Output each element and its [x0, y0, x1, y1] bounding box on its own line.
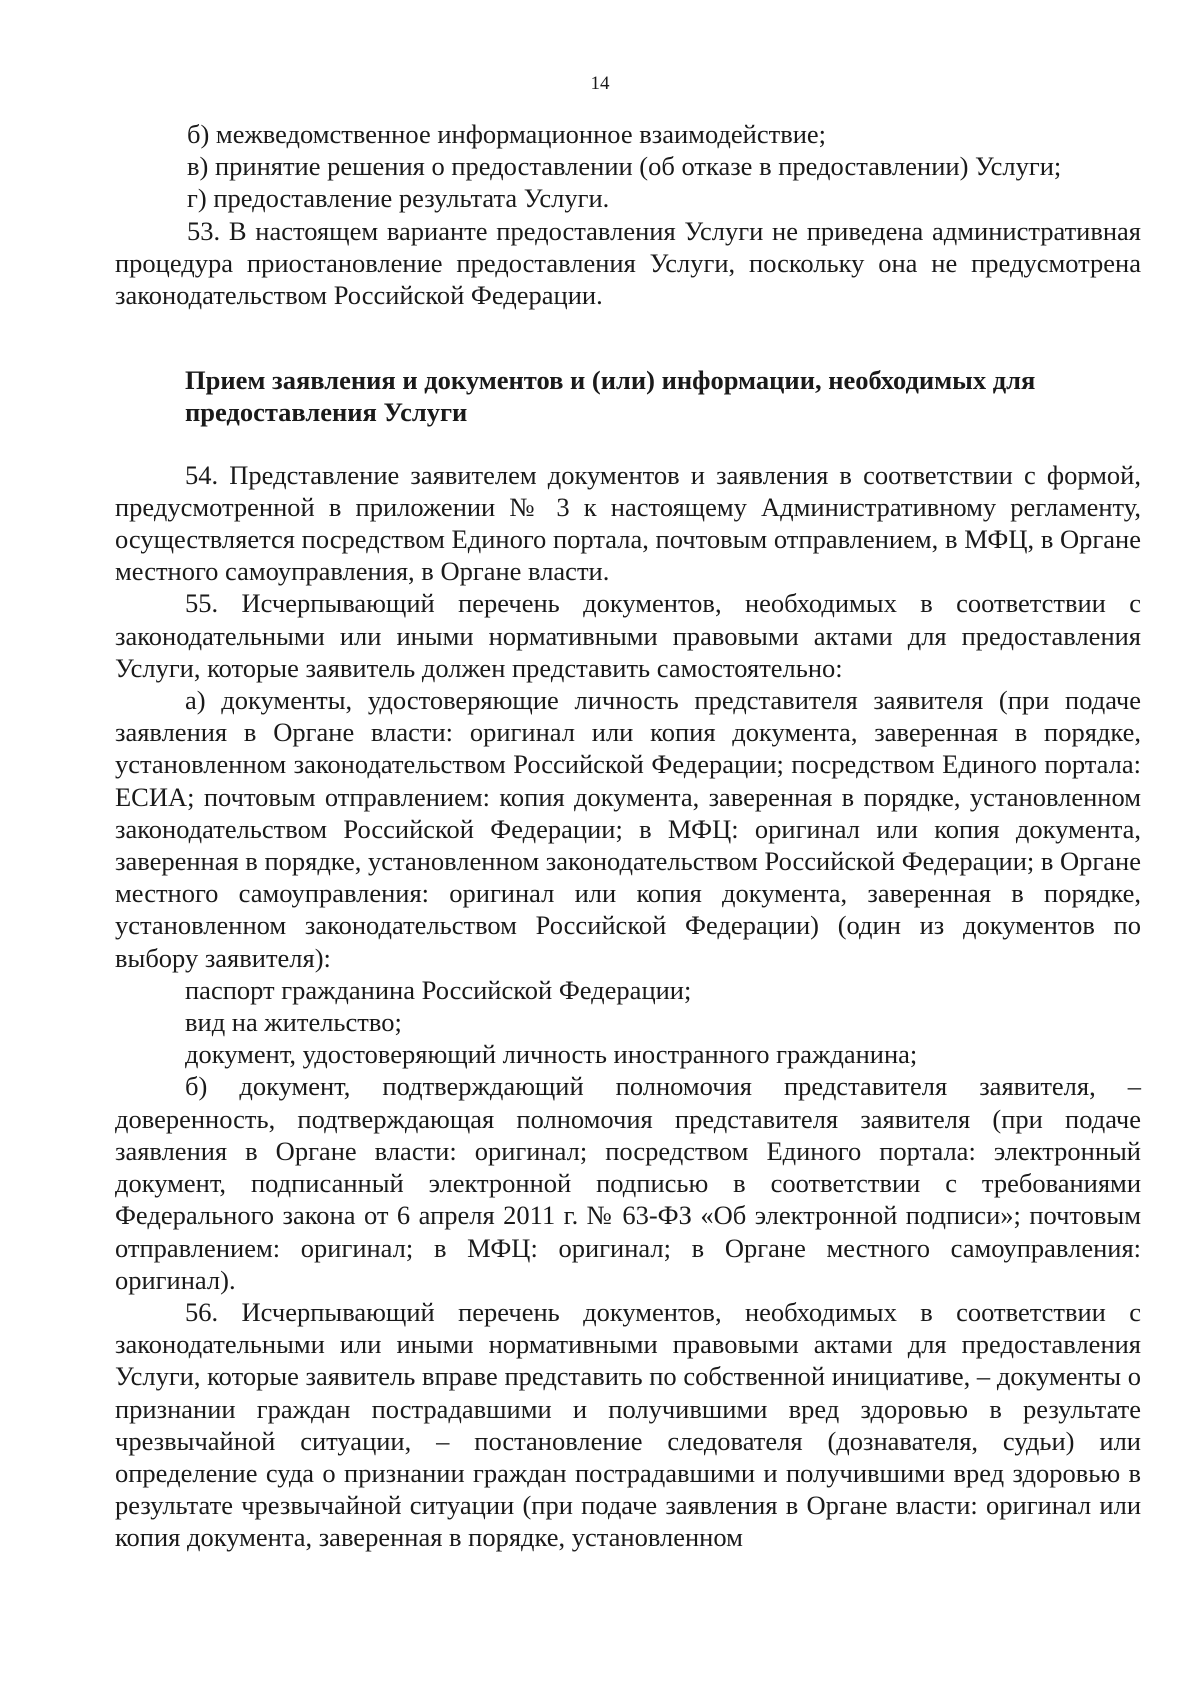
paragraph-55-a: а) документы, удостоверяющие личность представителя заявителя (при подаче заявления в Органе власти: оригинал или копия документа, заверенная в порядке, установленном законодательством Российской Федерации; посредством Единого портала: ЕСИА; почтовым отправлением: копия документа, заверенная в порядке, установленном законодательством Российской Федерации; в МФЦ: оригинал или копия документа, заверенная в порядке, установленном законодательством Российской Федерации; в Органе местного самоуправления: оригинал или копия документа, заверенная в порядке, установленном законодательством Российской Федерации) (один из документов по выбору заявителя): [115, 685, 1141, 973]
paragraph-list-item-b: б) межведомственное информационное взаимодействие; [187, 119, 827, 149]
page-number: 14 [590, 73, 610, 94]
paragraph-list-item-g: г) предоставление результата Услуги. [187, 183, 610, 214]
paragraph-55-b: б) документ, подтверждающий полномочия представителя заявителя, – доверенность, подтверждающая полномочия представителя заявителя (при подаче заявления в Органе власти: оригинал; посредством Единого портала: электронный документ, подписанный электронной подписью в соответствии с требованиями Федерального закона от 6 апреля 2011 г. № 63-ФЗ «Об электронной подписи»; почтовым отправлением: оригинал; в МФЦ: оригинал; в Органе местного самоуправления: оригинал). [115, 1071, 1141, 1295]
section-spacer [115, 311, 1141, 364]
paragraph-55: 55. Исчерпывающий перечень документов, необходимых в соответствии с законодательными или иными нормативными правовыми актами для предоставления Услуги, которые заявитель должен представить самостоятельно: [115, 588, 1141, 683]
paragraph-54: 54. Представление заявителем документов и заявления в соответствии с формой, предусмотренной в приложении № 3 к настоящему Административному регламенту, осуществляется посредством Единого портала, почтовым отправлением, в МФЦ, в Органе местного самоуправления, в Органе власти. [115, 459, 1141, 587]
paragraph-53: 53. В настоящем варианте предоставления Услуги не приведена административная процедура приостановление предоставления Услуги, поскольку она не предусмотрена законодательством Российской Федерации. [115, 215, 1141, 311]
section-heading-line-1: Прием заявления и документов и (или) информации, необходимых для [185, 365, 1036, 396]
list-item-residence-permit: вид на жительство; [185, 1007, 402, 1038]
list-item-passport: паспорт гражданина Российской Федерации; [185, 974, 692, 1005]
paragraph-list-item-v: в) принятие решения о предоставлении (об отказе в предоставлении) Услуги; [187, 151, 1062, 182]
paragraph-56: 56. Исчерпывающий перечень документов, необходимых в соответствии с законодательными или иными нормативными правовыми актами для предоставления Услуги, которые заявитель вправе представить по собственной инициативе, – документы о признании граждан пострадавшими и получившими вред здоровью в результате чрезвычайной ситуации, – постановление следователя (дознавателя, судьи) или определение суда о признании граждан пострадавшими и получившими вред здоровью в результате чрезвычайной ситуации (при подаче заявления в Органе власти: оригинал или копия документа, заверенная в порядке, установленном [115, 1296, 1141, 1553]
heading-spacer [115, 429, 1141, 459]
section-heading-line-2: предоставления Услуги [185, 397, 468, 428]
document-body [115, 118, 1141, 1554]
list-item-foreign-id: документ, удостоверяющий личность иностранного гражданина; [185, 1039, 918, 1070]
